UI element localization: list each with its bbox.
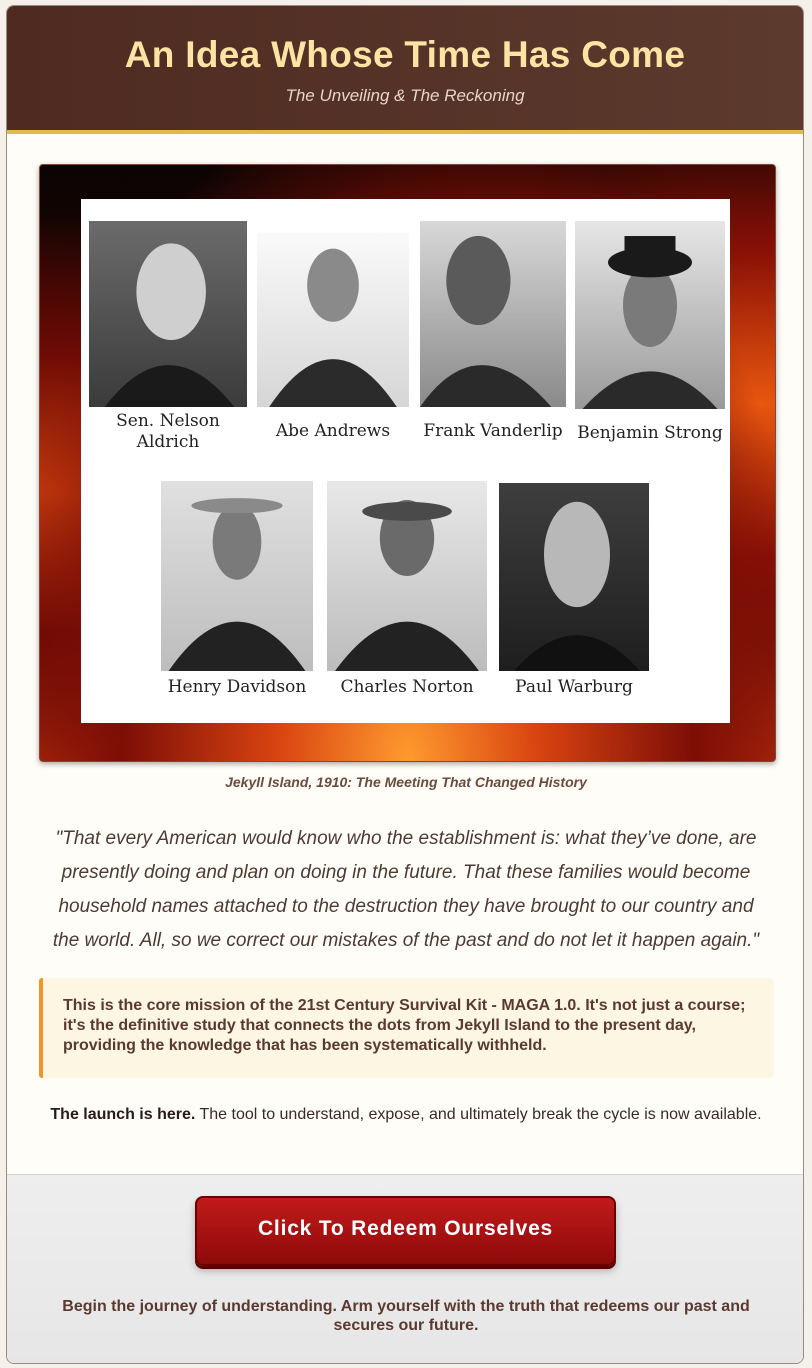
mission-callout: This is the core mission of the 21st Century Survival Kit - MAGA 1.0. It's not just a course; it's the definitive study that connects the dots from Jekyll Island to the present day, providing the knowledge that has been systematically withheld. xyxy=(39,978,774,1078)
redeem-button[interactable]: Click To Redeem Ourselves xyxy=(195,1196,616,1266)
portrait-andrews xyxy=(257,233,409,407)
name-aldrich: Sen. Nelson Aldrich xyxy=(116,411,220,452)
page-subtitle: The Unveiling & The Reckoning xyxy=(285,86,525,105)
cta-note: Begin the journey of understanding. Arm yourself with the truth that redeems our past and secures our future. xyxy=(62,1298,750,1334)
portrait-aldrich xyxy=(89,221,247,407)
portrait-norton xyxy=(327,481,487,671)
historical-photo xyxy=(39,164,776,762)
name-norton: Charles Norton xyxy=(340,677,474,697)
name-warburg: Paul Warburg xyxy=(515,677,633,697)
page-header xyxy=(7,6,803,134)
name-vanderlip: Frank Vanderlip xyxy=(423,421,563,441)
portrait-davidson xyxy=(161,481,313,671)
landing-card xyxy=(6,5,804,1364)
name-davidson: Henry Davidson xyxy=(167,677,307,697)
launch-text: The tool to understand, expose, and ultimately break the cycle is now available. xyxy=(195,1106,762,1123)
launch-announcement xyxy=(47,1104,765,1125)
photo-collage xyxy=(81,199,730,723)
cta-section xyxy=(7,1174,804,1364)
launch-lead: The launch is here. xyxy=(50,1106,196,1123)
page-title: An Idea Whose Time Has Come xyxy=(124,34,686,75)
portrait-vanderlip xyxy=(420,221,566,407)
portrait-strong xyxy=(575,221,725,409)
portrait-warburg xyxy=(499,483,649,671)
name-strong: Benjamin Strong xyxy=(577,423,723,443)
photo-caption: Jekyll Island, 1910: The Meeting That Changed History xyxy=(225,774,587,790)
pull-quote: "That every American would know who the establishment is: what they’ve done, are presently doing and plan on doing in the future. That these families would become household names attached to the destruction they have brought to our country and the world. All, so we correct our mistakes of the past and do not let it happen again." xyxy=(52,828,760,951)
name-andrews: Abe Andrews xyxy=(275,421,391,441)
